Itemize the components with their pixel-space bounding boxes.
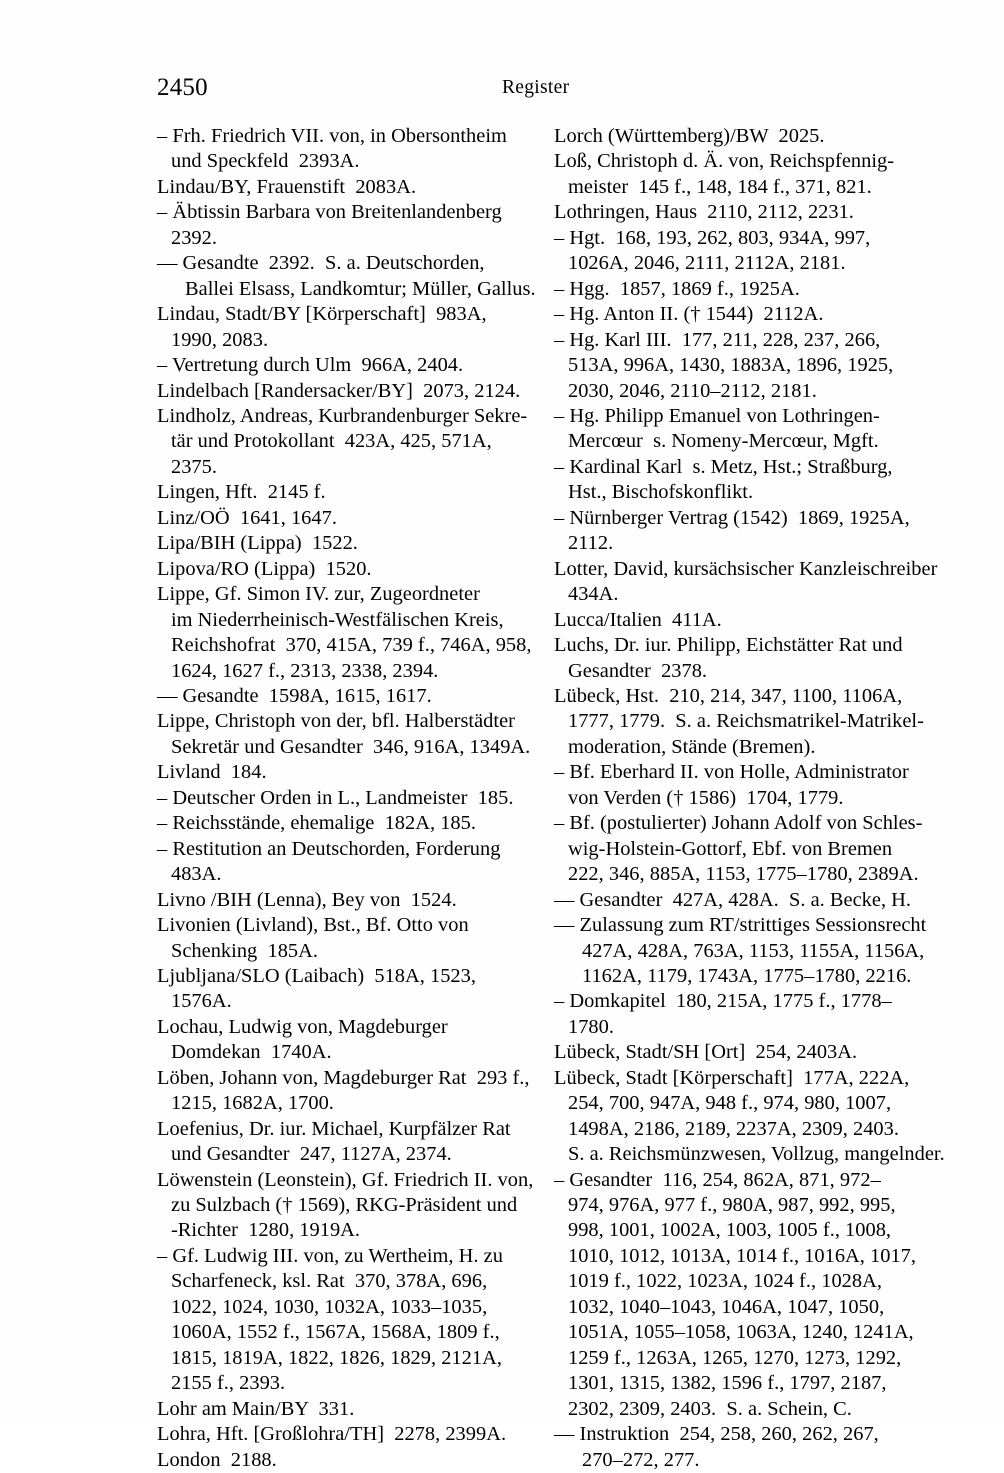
index-entry-line: 1301, 1315, 1382, 1596 f., 1797, 2187, xyxy=(568,1372,887,1395)
index-entry-line: Lipa/BIH (Lippa) 1522. xyxy=(157,532,358,555)
index-entry xyxy=(554,633,921,684)
index-entry xyxy=(554,455,921,506)
index-entry xyxy=(554,760,921,811)
index-entry xyxy=(157,786,524,811)
index-entry xyxy=(554,328,921,404)
index-entry-line: 1010, 1012, 1013A, 1014 f., 1016A, 1017, xyxy=(568,1244,916,1267)
index-entry-line: Lindau, Stadt/BY [Körperschaft] 983A, xyxy=(157,303,487,326)
index-entry-line: Schenking 185A. xyxy=(171,939,319,962)
index-entry xyxy=(554,124,921,149)
index-entry xyxy=(554,888,921,913)
index-entry-line: 1032, 1040–1043, 1046A, 1047, 1050, xyxy=(568,1295,885,1318)
index-entry-line: Loefenius, Dr. iur. Michael, Kurpfälzer Rat xyxy=(157,1117,511,1140)
index-entry-line: 1162A, 1179, 1743A, 1775–1780, 2216. xyxy=(582,964,912,987)
index-entry xyxy=(554,404,921,455)
index-entry xyxy=(157,964,524,1015)
index-entry-line: Scharfeneck, ksl. Rat 370, 378A, 696, xyxy=(171,1270,488,1293)
index-entry xyxy=(554,200,921,225)
index-entry-line: Lindholz, Andreas, Kurbrandenburger Sekre- xyxy=(157,404,528,427)
index-entry-line: 2302, 2309, 2403. S. a. Schein, C. xyxy=(568,1397,852,1420)
index-entry-line: –– Gesandter 427A, 428A. S. a. Becke, H. xyxy=(554,888,912,911)
index-entry xyxy=(554,989,921,1040)
index-entry-line: – Äbtissin Barbara von Breitenlandenberg xyxy=(157,201,502,224)
index-entry xyxy=(157,379,524,404)
index-entry-line: 1777, 1779. S. a. Reichsmatrikel-Matrikel- xyxy=(568,710,924,733)
index-entry-line: und Speckfeld 2393A. xyxy=(171,150,360,173)
index-entry-line: 434A. xyxy=(568,583,619,606)
index-entry xyxy=(554,1040,921,1065)
index-entry-line: 1576A. xyxy=(171,990,232,1013)
index-entry-line: Luchs, Dr. iur. Philipp, Eichstätter Rat und xyxy=(554,634,903,657)
page-number: 2450 xyxy=(157,74,208,101)
index-entry xyxy=(157,480,524,505)
index-entry-line: 974, 976A, 977 f., 980A, 987, 992, 995, xyxy=(568,1194,896,1217)
index-entry-line: – Hgg. 1857, 1869 f., 1925A. xyxy=(554,277,800,300)
index-entry-line: Mercœur s. Nomeny-Mercœur, Mgft. xyxy=(568,430,879,453)
index-entry-line: – Hgt. 168, 193, 262, 803, 934A, 997, xyxy=(554,226,871,249)
index-entry xyxy=(554,1066,945,1168)
index-entry-line: Domdekan 1740A. xyxy=(171,1041,332,1064)
index-entry-line: S. a. Reichsmünzwesen, Vollzug, mangelnder. xyxy=(568,1143,945,1166)
index-entry xyxy=(157,175,524,200)
index-entry-line: 1780. xyxy=(568,1015,614,1038)
index-entry xyxy=(157,506,524,531)
index-entry-line: Lindau/BY, Frauenstift 2083A. xyxy=(157,175,417,198)
index-entry xyxy=(157,760,524,785)
index-entry-line: 513A, 996A, 1430, 1883A, 1896, 1925, xyxy=(568,354,894,377)
index-entry-line: – Hg. Anton II. († 1544) 2112A. xyxy=(554,303,824,326)
index-entry xyxy=(157,1066,530,1117)
index-entry xyxy=(157,1117,524,1168)
index-entry-line: Ljubljana/SLO (Laibach) 518A, 1523, xyxy=(157,964,476,987)
index-entry xyxy=(157,888,524,913)
index-entry-line: 1215, 1682A, 1700. xyxy=(171,1092,334,1115)
index-entry-line: Lochau, Ludwig von, Magdeburger xyxy=(157,1015,448,1038)
index-entry-line: Lindelbach [Randersacker/BY] 2073, 2124. xyxy=(157,379,521,402)
index-entry-line: – Hg. Karl III. 177, 211, 228, 237, 266, xyxy=(554,328,881,351)
index-entry-line: 1060A, 1552 f., 1567A, 1568A, 1809 f., xyxy=(171,1321,500,1344)
index-entry-line: Lorch (Württemberg)/BW 2025. xyxy=(554,125,825,147)
index-entry-line: 1990, 2083. xyxy=(171,328,269,351)
index-entry xyxy=(554,811,921,887)
index-entry-line: –– Instruktion 254, 258, 260, 262, 267, xyxy=(554,1423,879,1446)
index-entry xyxy=(554,608,921,633)
index-entry-line: 1815, 1819A, 1822, 1826, 1829, 2121A, xyxy=(171,1346,502,1369)
index-entry-line: Lübeck, Hst. 210, 214, 347, 1100, 1106A, xyxy=(554,684,903,707)
index-entry-line: London 2188. xyxy=(157,1448,277,1471)
index-entry-line: von Verden († 1586) 1704, 1779. xyxy=(568,786,844,809)
index-entry-line: Lippe, Gf. Simon IV. zur, Zugeordneter xyxy=(157,583,480,606)
index-entry xyxy=(554,277,921,302)
index-entry-line: Lübeck, Stadt/SH [Ort] 254, 2403A. xyxy=(554,1041,858,1064)
index-entry-line: 1026A, 2046, 2111, 2112A, 2181. xyxy=(568,252,846,275)
running-head-title: Register xyxy=(502,77,570,98)
index-entry-line: 427A, 428A, 763A, 1153, 1155A, 1156A, xyxy=(582,939,925,962)
index-entry-line: 1498A, 2186, 2189, 2237A, 2309, 2403. xyxy=(568,1117,899,1140)
index-entry-line: -Richter 1280, 1919A. xyxy=(171,1219,361,1242)
index-entry xyxy=(157,251,536,302)
index-entry-line: – Reichsstände, ehemalige 182A, 185. xyxy=(157,812,476,835)
index-entry-line: – Deutscher Orden in L., Landmeister 185. xyxy=(157,786,514,809)
index-entry xyxy=(157,811,524,836)
index-entry xyxy=(157,1244,524,1397)
index-entry-line: Löwenstein (Leonstein), Gf. Friedrich II. von, xyxy=(157,1168,534,1191)
index-entry xyxy=(554,302,921,327)
index-entry-line: –– Zulassung zum RT/strittiges Sessionsrecht xyxy=(554,914,927,937)
running-head xyxy=(157,74,847,104)
index-entry-line: – Kardinal Karl s. Metz, Hst.; Straßburg, xyxy=(554,455,893,478)
index-entry-line: 1019 f., 1022, 1023A, 1024 f., 1028A, xyxy=(568,1270,882,1293)
index-columns xyxy=(157,124,945,1473)
index-entry-line: und Gesandter 247, 1127A, 2374. xyxy=(171,1143,452,1166)
index-entry-line: – Nürnberger Vertrag (1542) 1869, 1925A, xyxy=(554,506,910,529)
index-entry-line: – Frh. Friedrich VII. von, in Obersontheim xyxy=(157,125,507,147)
index-entry-line: 254, 700, 947A, 948 f., 974, 980, 1007, xyxy=(568,1092,892,1115)
left-column xyxy=(157,124,536,1473)
index-entry-line: Reichshofrat 370, 415A, 739 f., 746A, 958, xyxy=(171,634,532,657)
index-entry-line: im Niederrheinisch-Westfälischen Kreis, xyxy=(171,608,504,631)
index-entry-line: Lothringen, Haus 2110, 2112, 2231. xyxy=(554,201,854,224)
index-entry-line: Lotter, David, kursächsischer Kanzleischreiber xyxy=(554,557,938,580)
index-entry-line: – Gesandter 116, 254, 862A, 871, 972– xyxy=(554,1168,881,1191)
index-entry-line: 270–272, 277. xyxy=(582,1448,700,1471)
index-entry-line: – Bf. (postulierter) Johann Adolf von Schles- xyxy=(554,812,923,835)
index-entry xyxy=(554,226,921,277)
index-entry-line: 1022, 1024, 1030, 1032A, 1033–1035, xyxy=(171,1295,488,1318)
index-entry-line: Loß, Christoph d. Ä. von, Reichspfennig- xyxy=(554,150,895,173)
index-entry xyxy=(157,684,524,709)
index-entry xyxy=(157,531,524,556)
index-entry-line: 222, 346, 885A, 1153, 1775–1780, 2389A. xyxy=(568,863,919,886)
index-entry-line: Lucca/Italien 411A. xyxy=(554,608,722,631)
index-entry-line: 1259 f., 1263A, 1265, 1270, 1273, 1292, xyxy=(568,1346,902,1369)
index-entry xyxy=(157,124,524,175)
index-entry xyxy=(157,1397,524,1422)
right-column xyxy=(554,124,945,1473)
index-entry xyxy=(554,684,924,760)
index-entry-line: – Gf. Ludwig III. von, zu Wertheim, H. zu xyxy=(157,1244,503,1267)
index-entry-line: 1051A, 1055–1058, 1063A, 1240, 1241A, xyxy=(568,1321,914,1344)
index-entry-line: Sekretär und Gesandter 346, 916A, 1349A. xyxy=(171,735,531,758)
index-entry-line: Linz/OÖ 1641, 1647. xyxy=(157,506,337,529)
index-entry xyxy=(157,1422,524,1447)
index-entry xyxy=(157,582,532,684)
index-entry xyxy=(157,837,524,888)
index-entry-line: –– Gesandte 1598A, 1615, 1617. xyxy=(157,684,432,707)
index-entry-line: Lübeck, Stadt [Körperschaft] 177A, 222A, xyxy=(554,1066,910,1089)
index-entry-line: 2112. xyxy=(568,532,614,555)
index-entry xyxy=(554,557,938,608)
index-entry xyxy=(157,353,524,378)
index-entry xyxy=(554,149,921,200)
index-entry xyxy=(157,1448,524,1473)
index-entry-line: 2155 f., 2393. xyxy=(171,1372,286,1395)
index-entry xyxy=(157,913,524,964)
index-entry xyxy=(157,200,524,251)
index-entry xyxy=(554,1422,921,1473)
index-entry-line: – Hg. Philipp Emanuel von Lothringen- xyxy=(554,404,880,427)
index-entry xyxy=(157,557,524,582)
index-entry-line: moderation, Stände (Bremen). xyxy=(568,735,816,758)
index-entry-line: 483A. xyxy=(171,863,222,886)
index-entry-line: – Restitution an Deutschorden, Forderung xyxy=(157,837,501,860)
index-entry-line: Lipova/RO (Lippa) 1520. xyxy=(157,557,372,580)
index-entry xyxy=(157,1015,524,1066)
index-entry-line: Hst., Bischofskonflikt. xyxy=(568,481,754,504)
index-entry-line: 1624, 1627 f., 2313, 2338, 2394. xyxy=(171,659,439,682)
index-entry xyxy=(157,302,524,353)
index-entry-line: 2030, 2046, 2110–2112, 2181. xyxy=(568,379,817,402)
index-entry xyxy=(554,1168,921,1423)
index-entry-line: Ballei Elsass, Landkomtur; Müller, Gallus. xyxy=(185,277,536,300)
index-entry-line: Livno /BIH (Lenna), Bey von 1524. xyxy=(157,888,457,911)
index-entry-line: Gesandter 2378. xyxy=(568,659,708,682)
index-entry-line: tär und Protokollant 423A, 425, 571A, xyxy=(171,430,492,453)
index-entry xyxy=(554,506,921,557)
index-entry-line: meister 145 f., 148, 184 f., 371, 821. xyxy=(568,175,872,198)
index-entry-line: Lohra, Hft. [Großlohra/TH] 2278, 2399A. xyxy=(157,1423,507,1446)
index-entry xyxy=(157,709,531,760)
index-entry-line: Livonien (Livland), Bst., Bf. Otto von xyxy=(157,914,469,937)
index-entry xyxy=(157,404,528,480)
index-entry-line: –– Gesandte 2392. S. a. Deutschorden, xyxy=(157,252,485,275)
index-entry-line: Lippe, Christoph von der, bfl. Halberstädter xyxy=(157,710,515,733)
index-entry-line: zu Sulzbach († 1569), RKG-Präsident und xyxy=(171,1194,518,1217)
index-entry-line: Lohr am Main/BY 331. xyxy=(157,1397,355,1420)
index-entry xyxy=(554,913,927,989)
index-entry-line: 998, 1001, 1002A, 1003, 1005 f., 1008, xyxy=(568,1219,892,1242)
index-entry-line: – Domkapitel 180, 215A, 1775 f., 1778– xyxy=(554,990,892,1013)
index-entry-line: – Vertretung durch Ulm 966A, 2404. xyxy=(157,354,464,377)
index-entry-line: 2375. xyxy=(171,455,217,478)
index-entry-line: Löben, Johann von, Magdeburger Rat 293 f., xyxy=(157,1066,530,1089)
index-entry-line: Lingen, Hft. 2145 f. xyxy=(157,481,326,504)
index-entry-line: Livland 184. xyxy=(157,761,267,784)
index-entry-line: wig-Holstein-Gottorf, Ebf. von Bremen xyxy=(568,837,893,860)
index-entry-line: 2392. xyxy=(171,226,217,249)
index-entry-line: – Bf. Eberhard II. von Holle, Administrator xyxy=(554,761,909,784)
index-entry xyxy=(157,1168,534,1244)
